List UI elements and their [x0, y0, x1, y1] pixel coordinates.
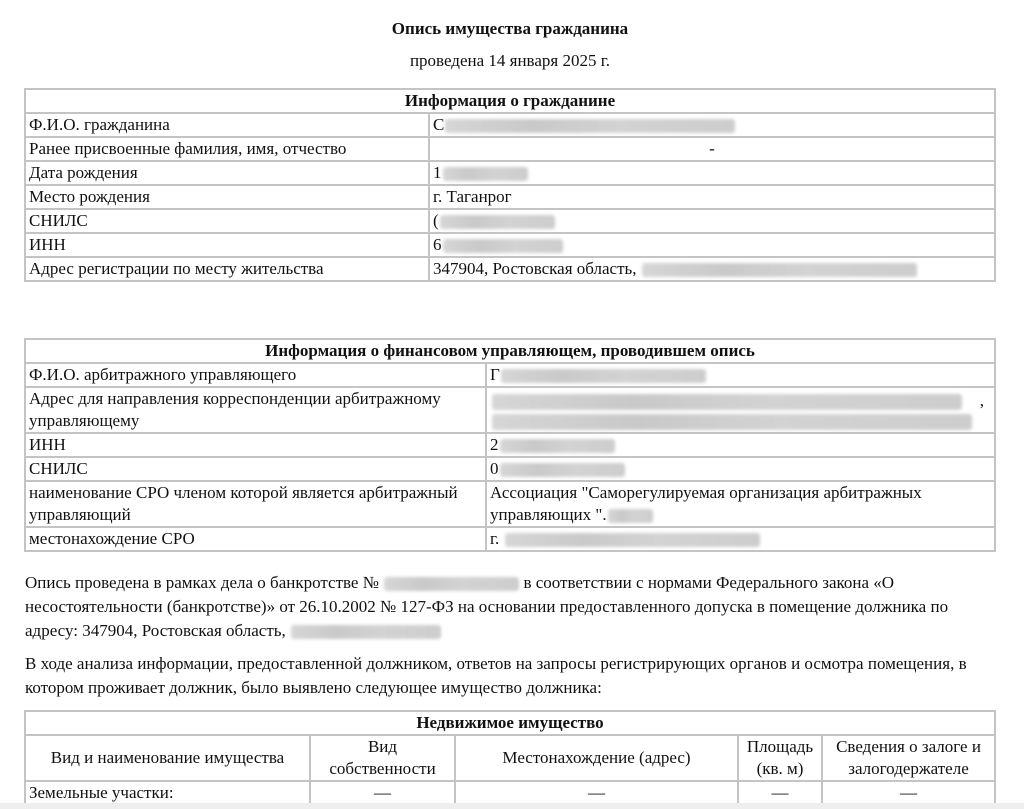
row-value: 347904, Ростовская область, — [429, 257, 995, 281]
table-row — [25, 433, 995, 457]
row-value: С — [429, 113, 995, 137]
table-row — [25, 185, 995, 209]
table-row — [25, 137, 995, 161]
row-value: , — [486, 387, 995, 433]
realty-ownership: — — [310, 781, 455, 805]
table-row — [25, 161, 995, 185]
redacted-block — [440, 215, 555, 229]
table-row — [25, 233, 995, 257]
redacted-block — [291, 625, 441, 639]
row-value: г. Таганрог — [429, 185, 995, 209]
realty-name: Земельные участки: — [25, 781, 310, 805]
row-value: Г — [486, 363, 995, 387]
table-row — [25, 209, 995, 233]
redacted-block — [445, 119, 735, 133]
row-label: СНИЛС — [25, 457, 486, 481]
row-label: ИНН — [25, 233, 429, 257]
row-value: - — [429, 137, 995, 161]
redacted-block — [501, 369, 706, 383]
manager-info-header: Информация о финансовом управляющем, проводившем опись — [25, 339, 995, 363]
table-row — [25, 113, 995, 137]
redacted-block — [384, 577, 519, 591]
column-header: Местонахождение (адрес) — [455, 735, 738, 781]
row-value: г. — [486, 527, 995, 551]
redacted-block — [500, 463, 625, 477]
page-bottom-edge — [0, 803, 1024, 809]
table-row — [25, 481, 995, 527]
row-value: 0 — [486, 457, 995, 481]
row-label: Ф.И.О. арбитражного управляющего — [25, 363, 486, 387]
document-subtitle: проведена 14 января 2025 г. — [409, 51, 611, 70]
redacted-block — [642, 263, 917, 277]
column-header: Вид и наименование имущества — [25, 735, 310, 781]
citizen-info-header: Информация о гражданине — [25, 89, 995, 113]
table-row — [25, 257, 995, 281]
realty-pledge: — — [822, 781, 995, 805]
row-label: Адрес регистрации по месту жительства — [25, 257, 429, 281]
row-label: местонахождение СРО — [25, 527, 486, 551]
manager-info-table — [24, 338, 996, 552]
document-title: Опись имущества гражданина — [391, 19, 629, 38]
inventory-basis-paragraph: Опись проведена в рамках дела о банкротстве № в соответствии с нормами Федерального закона «О несостоятельности (банкротстве)» от 26.10.2002 № 127-ФЗ на основании предоставленного допуска в помещение должника по адресу: 347904, Ростовская область, — [25, 573, 949, 640]
realty-address: — — [455, 781, 738, 805]
row-value: 1 — [429, 161, 995, 185]
redacted-block — [443, 167, 528, 181]
row-label: Ф.И.О. гражданина — [25, 113, 429, 137]
redacted-block — [608, 509, 653, 523]
row-label: Место рождения — [25, 185, 429, 209]
table-row — [25, 457, 995, 481]
row-value: 2 — [486, 433, 995, 457]
analysis-paragraph: В ходе анализа информации, предоставленной должником, ответов на запросы регистрирующих органов и осмотра помещения, в котором проживает должник, было выявлено следующее имущество должника: — [25, 654, 967, 697]
row-label: СНИЛС — [25, 209, 429, 233]
citizen-info-table — [24, 88, 996, 282]
row-label: Ранее присвоенные фамилия, имя, отчество — [25, 137, 429, 161]
row-value: Ассоциация "Саморегулируемая организация арбитражных управляющих ". — [486, 481, 995, 527]
redacted-block — [492, 414, 972, 430]
table-row — [25, 781, 995, 805]
redacted-block — [492, 394, 962, 410]
realty-column-headers — [25, 735, 995, 781]
realty-table — [24, 710, 996, 806]
realty-header: Недвижимое имущество — [25, 711, 995, 735]
row-value: 6 — [429, 233, 995, 257]
row-label: Дата рождения — [25, 161, 429, 185]
column-header: Сведения о залоге и залогодержателе — [822, 735, 995, 781]
redacted-block — [443, 239, 563, 253]
row-label: ИНН — [25, 433, 486, 457]
column-header: Площадь (кв. м) — [738, 735, 822, 781]
row-value: ( — [429, 209, 995, 233]
table-row — [25, 527, 995, 551]
table-row — [25, 363, 995, 387]
redacted-block — [500, 439, 615, 453]
table-row — [25, 387, 995, 433]
realty-area: — — [738, 781, 822, 805]
column-header: Вид собственности — [310, 735, 455, 781]
redacted-block — [505, 533, 760, 547]
row-label: наименование СРО членом которой является арбитражный управляющий — [25, 481, 486, 527]
row-label: Адрес для направления корреспонденции арбитражному управляющему — [25, 387, 486, 433]
